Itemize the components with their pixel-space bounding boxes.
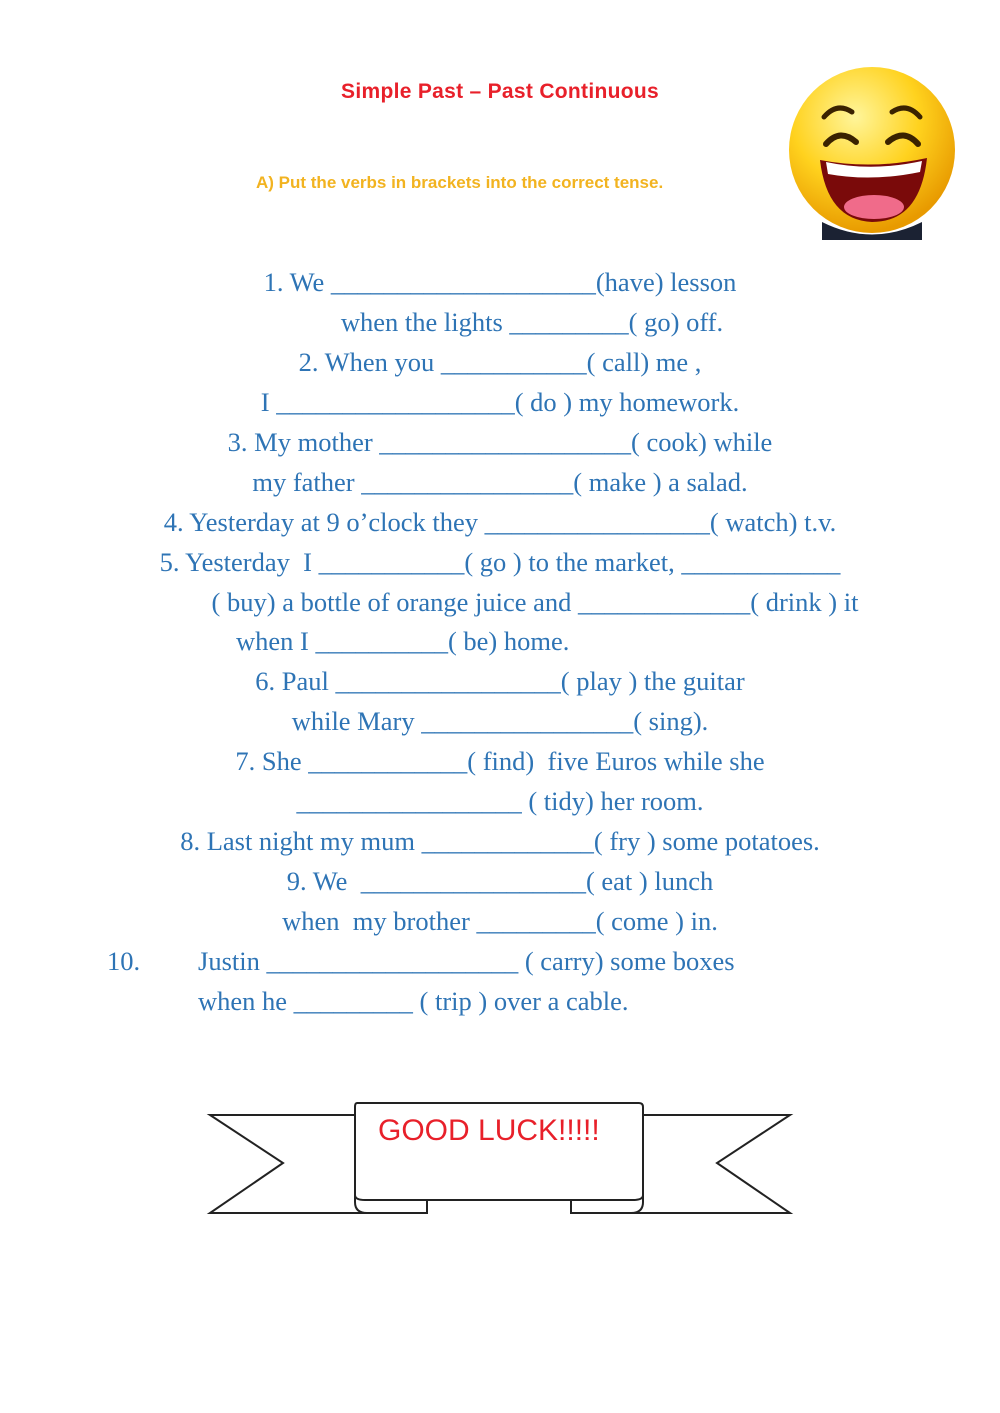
page-title: Simple Past – Past Continuous — [341, 80, 659, 103]
exercise-line: when he _________ ( trip ) over a cable. — [198, 986, 629, 1016]
exercise-line: when my brother _________( come ) in. — [282, 906, 718, 936]
exercise-line: 4. Yesterday at 9 o’clock they _________________( watch) t.v. — [163, 507, 837, 537]
good-luck-text: GOOD LUCK!!!!! — [378, 1114, 600, 1147]
exercise-line: 2. When you ___________( call) me , — [298, 347, 702, 377]
exercise-line: 6. Paul _________________( play ) the guitar — [255, 666, 745, 696]
exercise-line: ( buy) a bottle of orange juice and _____________( drink ) it — [211, 587, 859, 617]
exercise-line: _________________ ( tidy) her room. — [296, 786, 704, 816]
exercise-line: 5. Yesterday I ___________( go ) to the market, ____________ — [159, 547, 841, 577]
exercise-line: while Mary ________________( sing). — [291, 706, 709, 736]
exercise-line: I __________________( do ) my homework. — [260, 387, 740, 417]
exercise-line: my father ________________( make ) a salad. — [252, 467, 748, 497]
exercise-line: 8. Last night my mum _____________( fry ) some potatoes. — [180, 826, 820, 856]
exercise-line: 7. She ____________( find) five Euros while she — [235, 746, 765, 776]
exercise-line: when the lights _________( go) off. — [340, 307, 724, 337]
exercise-line: 3. My mother ___________________( cook) while — [227, 427, 773, 457]
exercise-line: when I __________( be) home. — [236, 626, 570, 656]
exercise-line: 9. We _________________( eat ) lunch — [286, 866, 714, 896]
instruction-text: A) Put the verbs in brackets into the correct tense. — [256, 173, 664, 192]
exercise-line: 1. We ____________________(have) lesson — [263, 267, 737, 297]
laughing-smiley-icon — [782, 62, 962, 242]
exercise-line: 10. Justin ___________________ ( carry) some boxes — [107, 946, 735, 976]
